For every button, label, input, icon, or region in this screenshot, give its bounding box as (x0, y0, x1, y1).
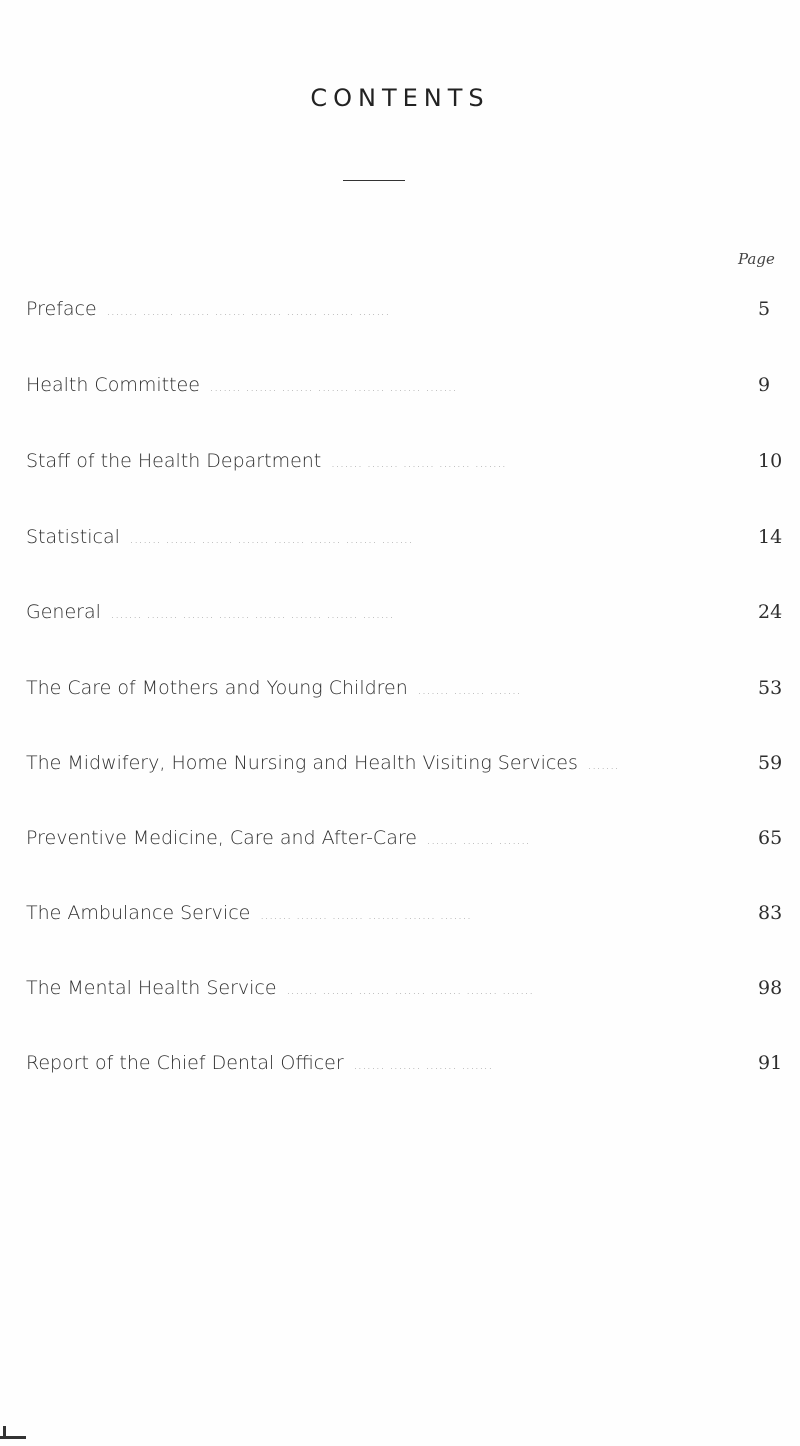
toc-entry-title: The Care of Mothers and Young Children (26, 677, 408, 699)
toc-entry-title: Report of the Chief Dental Officer (26, 1052, 344, 1074)
toc-dot-leader: ....... (587, 759, 620, 772)
toc-page-number: 83 (758, 902, 783, 924)
toc-entry-title: The Mental Health Service (26, 977, 277, 999)
toc-entry-title: Preface (26, 298, 97, 320)
toc-dot-leader: ....... ....... ....... ....... ....... ....... (260, 909, 472, 922)
toc-entry-preventive-medicine[interactable] (26, 827, 784, 857)
contents-heading: CONTENTS (310, 84, 490, 112)
page-column-label: Page (738, 250, 775, 268)
toc-page-number: 65 (758, 827, 783, 849)
toc-entry-ambulance-service[interactable] (26, 902, 784, 932)
toc-dot-leader: ....... ....... ....... ....... ....... ....... ....... (286, 984, 534, 997)
toc-entry-preface[interactable] (26, 298, 784, 328)
toc-entry-title: The Midwifery, Home Nursing and Health Visiting Services (26, 752, 578, 774)
toc-page-number: 91 (758, 1052, 783, 1074)
toc-dot-leader: ....... ....... ....... ....... ....... ....... ....... ....... (106, 305, 390, 318)
toc-entry-title: Preventive Medicine, Care and After-Care (26, 827, 417, 849)
toc-page-number: 59 (758, 752, 783, 774)
toc-dot-leader: ....... ....... ....... (417, 684, 522, 697)
toc-entry-staff[interactable] (26, 450, 784, 480)
toc-entry-title: Health Committee (26, 374, 200, 396)
toc-page-number: 10 (758, 450, 783, 472)
toc-page-number: 9 (758, 374, 771, 396)
toc-page-number: 14 (758, 526, 783, 548)
toc-entry-care-of-mothers[interactable] (26, 677, 784, 707)
toc-dot-leader: ....... ....... ....... ....... (353, 1059, 494, 1072)
toc-entry-general[interactable] (26, 601, 784, 631)
toc-page-number: 98 (758, 977, 783, 999)
toc-entry-health-committee[interactable] (26, 374, 784, 404)
toc-entry-title: General (26, 601, 101, 623)
toc-page-number: 24 (758, 601, 783, 623)
toc-entry-mental-health[interactable] (26, 977, 784, 1007)
toc-dot-leader: ....... ....... ....... (426, 834, 531, 847)
page-corner-line (0, 1436, 26, 1439)
toc-entry-midwifery[interactable] (26, 752, 784, 782)
toc-page-number: 53 (758, 677, 783, 699)
toc-dot-leader: ....... ....... ....... ....... ....... (331, 457, 507, 470)
toc-entry-chief-dental-officer[interactable] (26, 1052, 784, 1082)
toc-dot-leader: ....... ....... ....... ....... ....... ....... ....... ....... (129, 533, 414, 546)
toc-entry-statistical[interactable] (26, 526, 784, 556)
toc-dot-leader: ....... ....... ....... ....... ....... ....... ....... ....... (110, 608, 395, 621)
toc-dot-leader: ....... ....... ....... ....... ....... ....... ....... (209, 381, 458, 394)
toc-entry-title: Staff of the Health Department (26, 450, 322, 472)
toc-entry-title: The Ambulance Service (26, 902, 251, 924)
toc-entry-title: Statistical (26, 526, 120, 548)
toc-page-number: 5 (758, 298, 771, 320)
